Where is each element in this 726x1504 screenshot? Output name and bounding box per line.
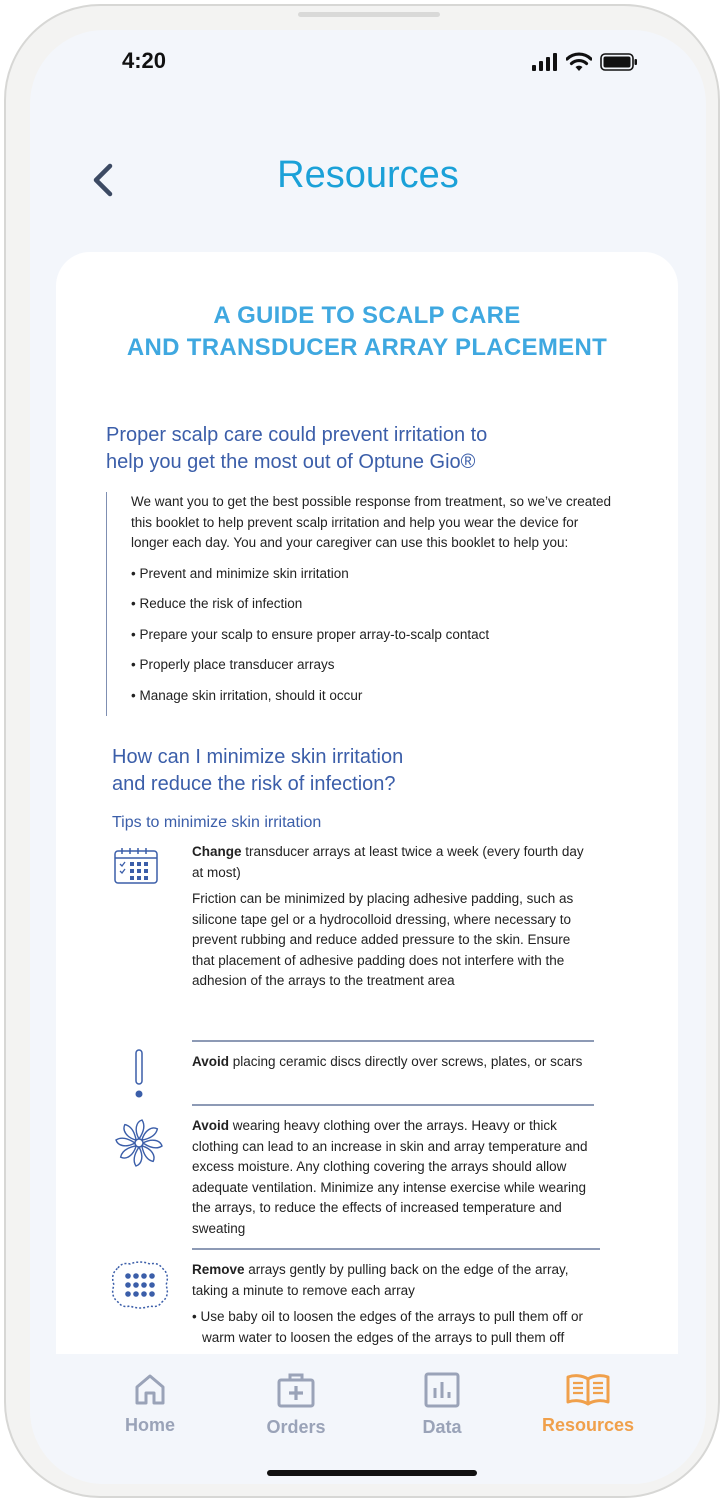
intro-block	[106, 492, 611, 716]
calendar-icon	[112, 846, 168, 902]
tip-change-arrays	[192, 842, 592, 998]
tip-avoid-heavy-clothing	[192, 1116, 592, 1245]
tip-keyword: Avoid	[192, 1054, 229, 1069]
signal-icon	[532, 53, 558, 71]
document-title-line1: A GUIDE TO SCALP CARE	[213, 302, 521, 329]
section-heading-scalp-care	[106, 422, 487, 476]
document-viewer[interactable]	[56, 252, 678, 1392]
tip-body: transducer arrays at least twice a week (every fourth day at most)	[192, 844, 584, 880]
phone-frame	[4, 4, 720, 1498]
tab-bar	[30, 1354, 706, 1484]
list-item: • Use baby oil to loosen the edges of the arrays to pull them off or warm water to loosen the edges of the arrays to pull them off	[192, 1309, 583, 1345]
tab-orders[interactable]	[226, 1372, 366, 1438]
status-bar	[30, 30, 706, 100]
tab-data[interactable]	[372, 1372, 512, 1438]
tip-body: placing ceramic discs directly over screws, plates, or scars	[229, 1054, 583, 1069]
tab-resources[interactable]	[518, 1372, 658, 1436]
fan-icon	[112, 1116, 168, 1172]
heading-line: How can I minimize skin irritation	[112, 746, 404, 768]
list-item: • Properly place transducer arrays	[131, 657, 335, 672]
transducer-array-icon	[108, 1260, 172, 1316]
chart-icon	[424, 1372, 460, 1408]
tip-text	[192, 1052, 592, 1073]
book-icon	[566, 1372, 610, 1406]
tip-text	[192, 1260, 592, 1301]
tab-label: Data	[422, 1417, 462, 1437]
list-item: • Prevent and minimize skin irritation	[131, 565, 349, 581]
section-heading-minimize-irritation	[112, 744, 403, 798]
tip-keyword: Avoid	[192, 1118, 229, 1133]
tip-paragraph: Friction can be minimized by placing adhesive padding, such as silicone tape gel or a hydrocolloid dressing, where necessary to prevent rubbing and reduce added pressure to the skin. Ensure that placement of adhesive padding does not interfere with the adhesion of the arrays to the treatment area	[192, 891, 574, 988]
heading-line: Proper scalp care could prevent irritation to	[106, 424, 488, 446]
status-icons	[532, 52, 638, 72]
tip-body: wearing heavy clothing over the arrays. Heavy or thick clothing can lead to an increase in skin and array temperature and excess moisture. Any clothing covering the arrays should allow adequate ventilation. Minimize any intense exercise while wearing the arrays, to reduce the effects of increased temperature and sweating	[192, 1118, 588, 1236]
list-item: • Manage skin irritation, should it occur	[131, 687, 363, 703]
tip-body: arrays gently by pulling back on the edge of the array, taking a minute to remove each array	[192, 1262, 569, 1298]
page-title: Resources	[277, 154, 459, 196]
wifi-icon	[566, 52, 592, 72]
tip-keyword: Change	[192, 844, 242, 859]
intro-paragraph: We want you to get the best possible response from treatment, so we’ve created this booklet to help prevent scalp irritation and help you wear the device for longer each day. You and your caregiver can use this booklet to help you:	[131, 494, 612, 550]
tip-keyword: Remove	[192, 1262, 245, 1277]
divider	[192, 1104, 594, 1106]
divider	[192, 1248, 600, 1250]
tip-text	[192, 1116, 592, 1239]
tab-home[interactable]	[80, 1372, 220, 1436]
tab-label: Home	[124, 1415, 175, 1435]
battery-icon	[600, 53, 638, 71]
heading-line: help you get the most out of Optune Gio®	[106, 451, 476, 473]
app-screen	[30, 30, 706, 1484]
list-item: • Reduce the risk of infection	[131, 596, 303, 611]
exclamation-icon	[132, 1048, 188, 1104]
speaker-grille	[298, 12, 440, 17]
document-title-line2: AND TRANSDUCER ARRAY PLACEMENT	[126, 334, 608, 361]
tips-title: Tips to minimize skin irritation	[112, 814, 322, 831]
tab-label: Resources	[541, 1415, 635, 1435]
document-title	[56, 300, 678, 364]
medical-kit-icon	[277, 1372, 315, 1408]
divider	[192, 1040, 594, 1042]
tip-avoid-ceramic-discs	[192, 1052, 592, 1079]
heading-line: and reduce the risk of infection?	[112, 773, 396, 795]
home-indicator[interactable]	[267, 1470, 477, 1476]
list-item: • Prepare your scalp to ensure proper array-to-scalp contact	[131, 626, 490, 642]
tip-text	[192, 842, 592, 883]
tab-label: Orders	[266, 1417, 326, 1437]
status-time: 4:20	[122, 48, 167, 73]
home-icon	[133, 1372, 167, 1406]
